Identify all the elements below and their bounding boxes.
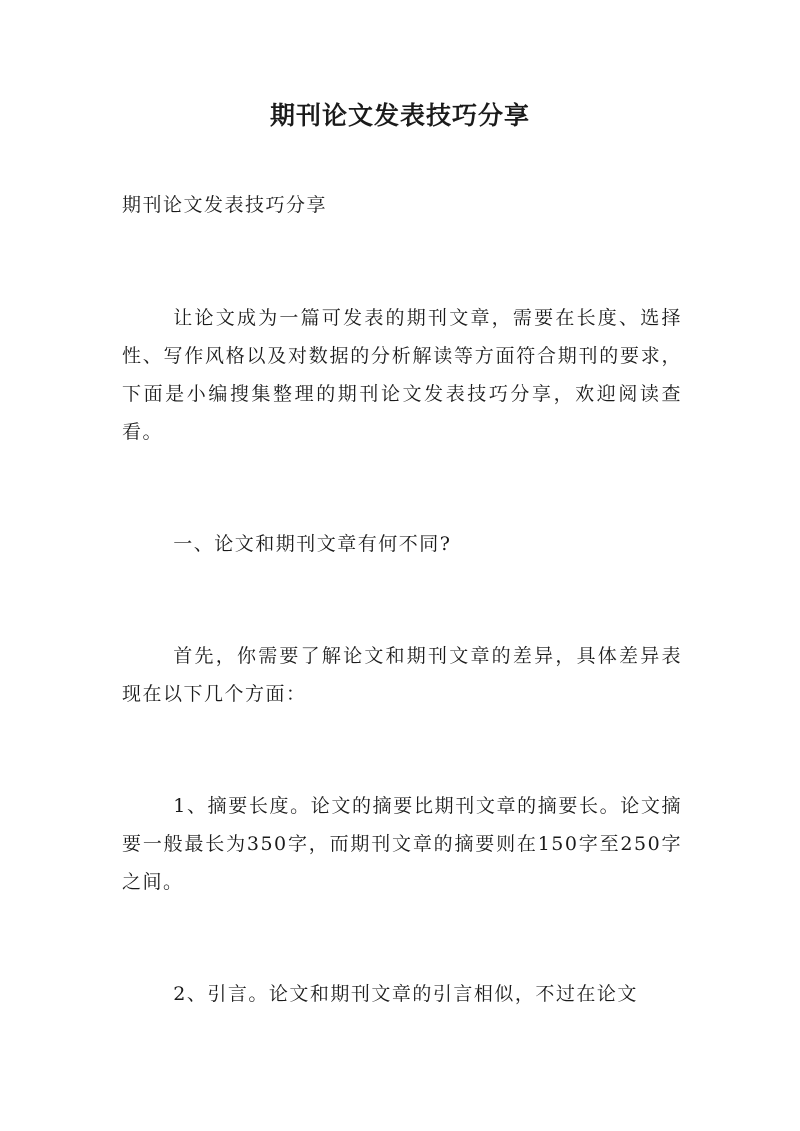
- subtitle-paragraph: 期刊论文发表技巧分享: [122, 194, 328, 216]
- body-paragraph: 1、摘要长度。论文的摘要比期刊文章的摘要长。论文摘要一般最长为350字，而期刊文章的摘要则在150字至250字之间。: [122, 795, 682, 893]
- intro-paragraph: 让论文成为一篇可发表的期刊文章，需要在长度、选择性、写作风格以及对数据的分析解读等方面符合期刊的要求，下面是小编搜集整理的期刊论文发表技巧分享，欢迎阅读查看。: [122, 307, 682, 443]
- document-title: 期刊论文发表技巧分享: [269, 101, 530, 130]
- body-paragraph: 2、引言。论文和期刊文章的引言相似，不过在论文: [173, 983, 638, 1005]
- section-heading: 一、论文和期刊文章有何不同?: [173, 533, 452, 555]
- body-paragraph: 首先，你需要了解论文和期刊文章的差异，具体差异表现在以下几个方面：: [122, 645, 682, 705]
